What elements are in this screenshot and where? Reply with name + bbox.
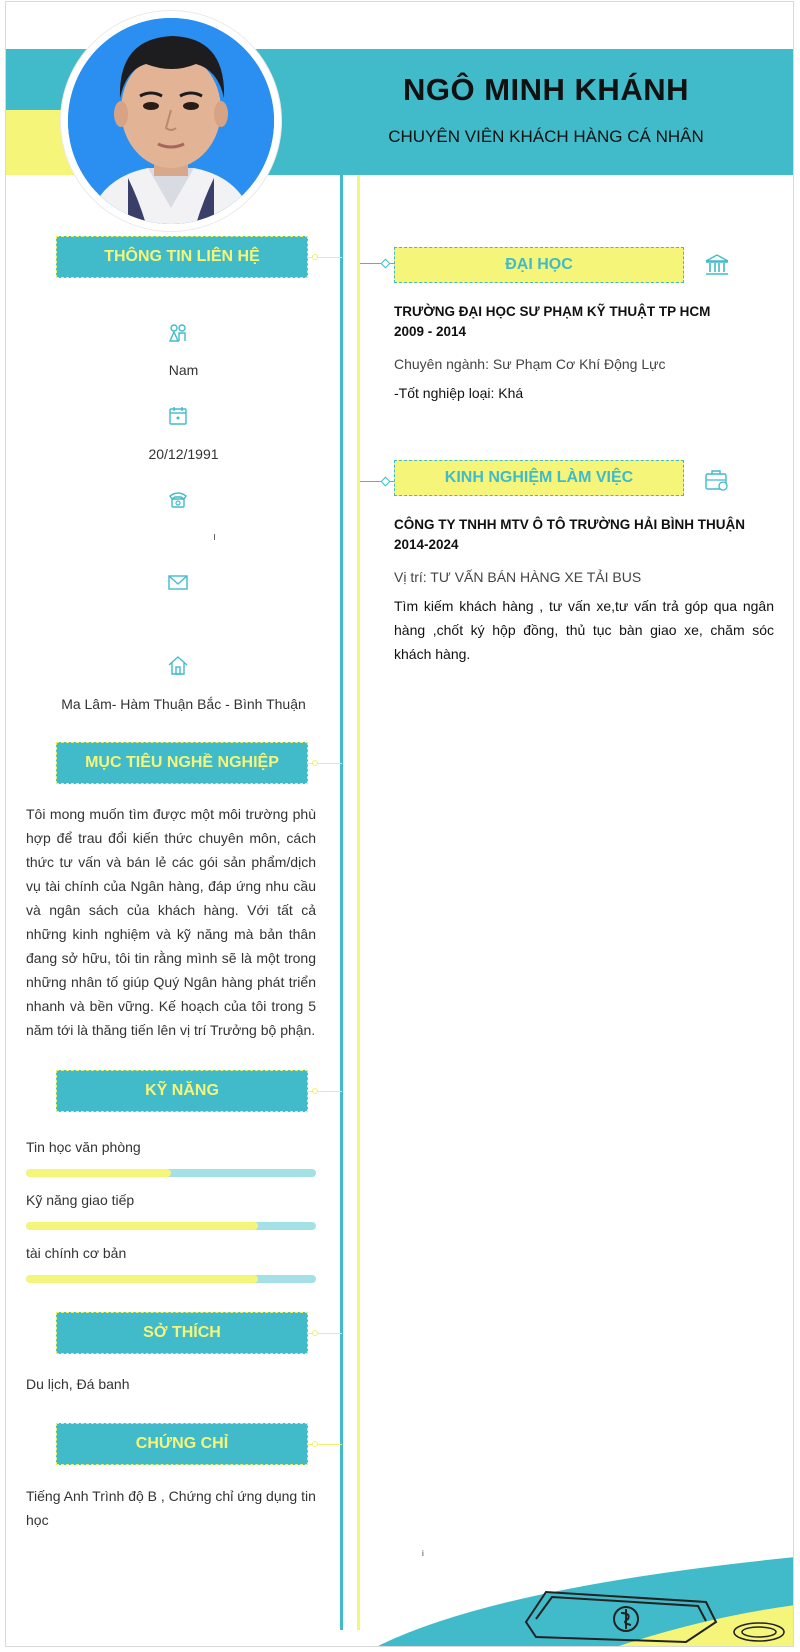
section-hobbies-title: SỞ THÍCH — [56, 1312, 308, 1354]
section-certificates-title: CHỨNG CHỈ — [56, 1423, 308, 1465]
hobbies-text: Du lịch, Đá banh — [26, 1376, 130, 1392]
connector-dot — [312, 1441, 318, 1447]
birthday-value: 20/12/1991 — [148, 446, 219, 462]
section-contact-title: THÔNG TIN LIÊN HỆ — [56, 236, 308, 278]
skill-bar-fill — [26, 1222, 258, 1230]
timeline-line-yellow — [357, 175, 360, 1630]
experience-position: Vị trí: TƯ VẤN BÁN HÀNG XE TẢI BUS — [394, 569, 642, 585]
bank-icon — [704, 253, 730, 277]
skill-bar-fill — [26, 1169, 171, 1177]
experience-years: 2014-2024 — [394, 537, 459, 552]
connector-dot — [312, 1330, 318, 1336]
gender-icon — [167, 322, 189, 344]
objective-text: Tôi mong muốn tìm được một môi trường phù hợp để trau đổi kiến thức chuyên môn, cách thức tư vấn và bán lẻ các gói sản phẩm/dịch vụ tài chính của Ngân hàng, đáp ứng nhu cầu và ngân sách của khách hàng. Với tất cả những kinh nghiệm và kỹ năng mà bản thân đang sở hữu, tôi tin rằng mình sẽ là một trong những nhân tố giúp Quý Ngân hàng phát triển nhanh và bền vững. Kế hoạch của tôi trong 5 năm tới là thăng tiến lên vị trí Trưởng bộ phận. — [26, 806, 316, 1038]
section-experience-title: KINH NGHIỆM LÀM VIỆC — [394, 460, 684, 496]
experience-description: Tìm kiếm khách hàng , tư vấn xe,tư vấn trả góp qua ngân hàng ,chốt ký hộp đồng, thủ tục bàn giao xe, chăm sóc khách hàng. — [394, 598, 774, 662]
mail-icon — [167, 571, 189, 593]
gender-value: Nam — [168, 362, 199, 378]
calendar-icon — [167, 405, 189, 427]
connector-dot — [312, 760, 318, 766]
home-icon — [167, 654, 189, 676]
education-major: Chuyên ngành: Sư Phạm Cơ Khí Động Lực — [394, 356, 666, 372]
briefcase-icon — [704, 468, 730, 492]
footer-decoration — [376, 1547, 794, 1647]
skill-bar-fill — [26, 1275, 258, 1283]
avatar — [68, 18, 274, 224]
connector-diamond — [381, 477, 391, 487]
section-objective-title: MỤC TIÊU NGHỀ NGHIỆP — [56, 742, 308, 784]
skill-label: Kỹ năng giao tiếp — [26, 1192, 135, 1208]
section-education-title: ĐẠI HỌC — [394, 247, 684, 283]
address-value: Ma Lâm- Hàm Thuận Bắc - Bình Thuận — [61, 696, 306, 712]
skill-label: Tin học văn phòng — [26, 1139, 141, 1155]
skill-label: tài chính cơ bản — [26, 1245, 127, 1261]
cv-page — [5, 1, 794, 1647]
portrait-photo — [68, 18, 274, 224]
education-grade: -Tốt nghiệp loại: Khá — [394, 385, 524, 401]
connector-dot — [312, 1088, 318, 1094]
phone-icon — [167, 488, 189, 510]
footer-mark: i — [422, 1549, 424, 1558]
phone-value-mark — [214, 534, 215, 540]
connector-dot — [312, 254, 318, 260]
skill-bar — [26, 1222, 316, 1230]
timeline-line-blue — [340, 175, 343, 1630]
school-name: TRƯỜNG ĐẠI HỌC SƯ PHẠM KỸ THUẬT TP HCM — [394, 304, 711, 319]
skill-bar — [26, 1275, 316, 1283]
certificates-text: Tiếng Anh Trình độ B , Chứng chỉ ứng dụng tin học — [26, 1488, 316, 1528]
candidate-name: NGÔ MINH KHÁNH — [403, 72, 689, 107]
job-title: CHUYÊN VIÊN KHÁCH HÀNG CÁ NHÂN — [388, 127, 704, 146]
section-skills-title: KỸ NĂNG — [56, 1070, 308, 1112]
company-name: CÔNG TY TNHH MTV Ô TÔ TRƯỜNG HẢI BÌNH THUẬN — [394, 517, 745, 532]
connector-diamond — [381, 259, 391, 269]
skill-bar — [26, 1169, 316, 1177]
education-years: 2009 - 2014 — [394, 324, 467, 339]
